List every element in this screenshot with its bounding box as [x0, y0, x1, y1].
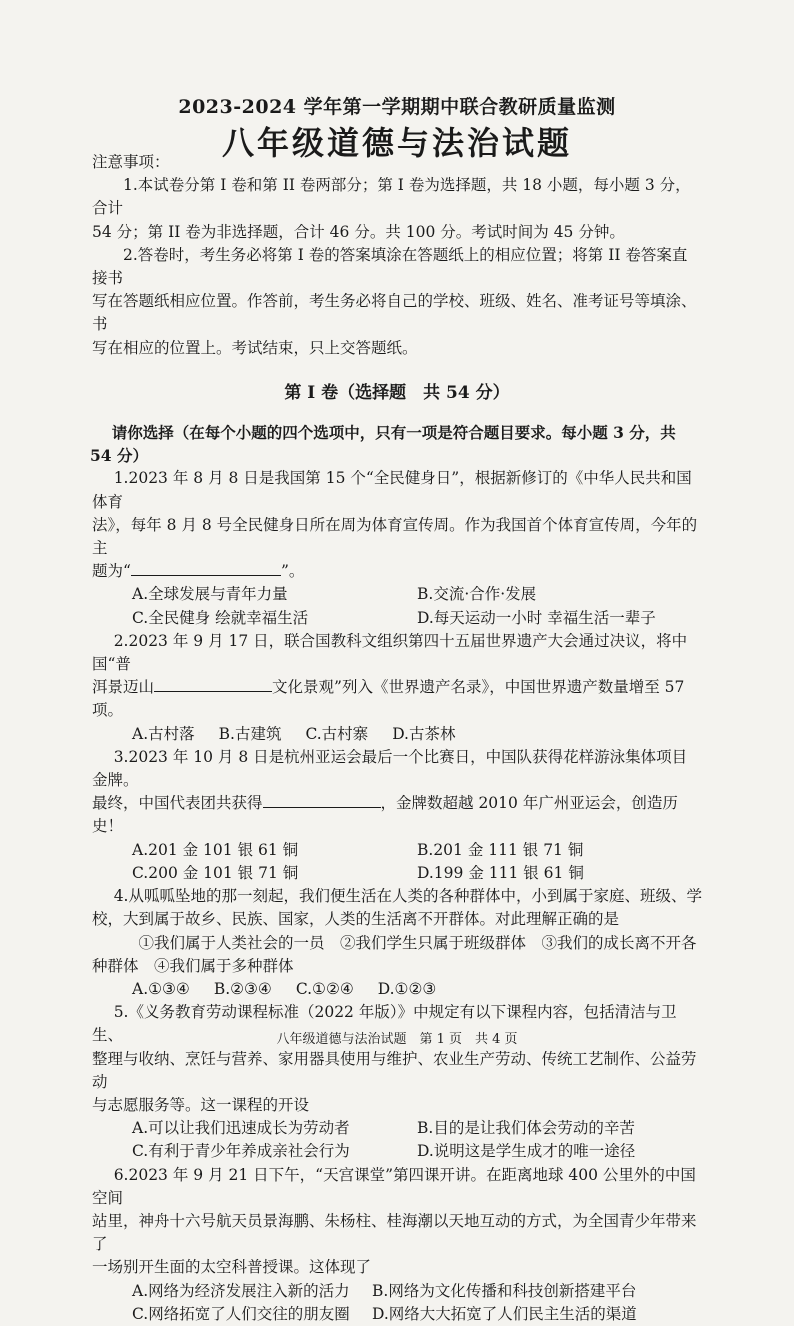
q2-line-2-end: 文化景观”列入《世界遗产名录》，中国世界遗产数量增至 57 项。	[92, 678, 685, 720]
note-2-line-1: 2.答卷时，考生务必将第 I 卷的答案填涂在答题纸上的相应位置；将第 II 卷答案直接书	[92, 245, 688, 288]
q2-line-2	[92, 676, 702, 722]
subject-title: 八年级道德与法治试题	[221, 124, 572, 162]
exam-body	[92, 151, 702, 1326]
q1-line-3	[92, 560, 702, 583]
q3-option-a: A.201 金 101 银 61 铜	[132, 840, 299, 859]
exam-name: 2023-2024 学年第一学期期中联合教研质量监测	[178, 96, 616, 118]
q5-options-row-2	[92, 1140, 702, 1163]
note-2-line-2: 写在答题纸相应位置。作答前，考生务必将自己的学校、班级、姓名、准考证号等填涂、书	[92, 292, 697, 334]
q2-option-a: A.古村落	[132, 724, 195, 743]
q6-options-row-2	[92, 1303, 702, 1326]
q4-option-d: D.①②③	[377, 979, 437, 998]
q6-line-1: 6.2023 年 9 月 21 日下午，“天宫课堂”第四课开讲。在距离地球 400 公里外的中国空间	[92, 1165, 696, 1207]
q5-option-c: C.有利于青少年养成亲社会行为	[132, 1142, 350, 1161]
q3-line-2	[92, 792, 702, 838]
q3-option-b: B.201 金 111 银 71 铜	[417, 840, 584, 859]
q4-options	[92, 978, 702, 1001]
q5-option-d: D.说明这是学生成才的唯一途径	[417, 1142, 636, 1161]
q5-option-b: B.目的是让我们体会劳动的辛苦	[417, 1119, 635, 1138]
section-title: 第 I 卷（选择题 共 54 分）	[284, 382, 510, 403]
q5-options-row-1	[92, 1117, 702, 1140]
q6-line-3: 一场别开生面的太空科普授课。这体现了	[92, 1258, 372, 1277]
q1-option-c: C.全民健身 绘就幸福生活	[132, 608, 309, 627]
q4-line-2: 校，大到属于故乡、民族、国家，人类的生活离不开群体。对此理解正确的是	[92, 910, 620, 929]
q6-option-a: A.网络为经济发展注入新的活力	[132, 1281, 350, 1300]
q2-answer-blank	[154, 676, 272, 692]
page-footer: 八年级道德与法治试题 第 1 页 共 4 页	[276, 1032, 518, 1047]
q3-line-2-end: ，金牌数超越 2010 年广州亚运会，创造历史！	[92, 794, 678, 836]
q4-option-c: C.①②④	[295, 979, 354, 998]
note-1-line-2: 54 分；第 II 卷为非选择题，合计 46 分。共 100 分。考试时间为 45 分钟。	[92, 222, 625, 241]
q1-line-2: 法》，每年 8 月 8 号全民健身日所在周为体育宣传周。作为我国首个体育宣传周，今年的主	[92, 515, 698, 558]
q6-option-c: C.网络拓宽了人们交往的朋友圈	[132, 1304, 350, 1323]
q6-option-b: B.网络为文化传播和科技创新搭建平台	[372, 1281, 637, 1300]
q5-line-1: 5.《义务教育劳动课程标准（2022 年版）》中规定有以下课程内容，包括清洁与卫生、	[92, 1003, 677, 1045]
q5-line-3: 与志愿服务等。这一课程的开设	[92, 1095, 310, 1114]
q2-line-1: 2.2023 年 9 月 17 日，联合国教科文组织第四十五届世界遗产大会通过决议，将中国“普	[92, 631, 688, 674]
q1-options-row-1	[92, 583, 702, 606]
q5-line-2: 整理与收纳、烹饪与营养、家用器具使用与维护、农业生产劳动、传统工艺制作、公益劳动	[92, 1049, 697, 1091]
q6-line-2: 站里，神舟十六号航天员景海鹏、朱杨柱、桂海潮以天地互动的方式，为全国青少年带来了	[92, 1211, 697, 1254]
q1-answer-blank	[131, 560, 281, 576]
q1-option-a: A.全球发展与青年力量	[132, 585, 288, 604]
q2-option-c: C.古村寨	[305, 724, 369, 743]
notes-label: 注意事项：	[92, 153, 170, 171]
q4-option-b: B.②③④	[213, 979, 272, 998]
q4-line-1: 4.从呱呱坠地的那一刻起，我们便生活在人类的各种群体中，小到属于家庭、班级、学	[113, 887, 702, 906]
section-instruction: 请你选择（在每个小题的四个选项中，只有一项是符合题目要求。每小题 3 分，共 54 分）	[90, 423, 676, 466]
q1-line-3-start: 题为“	[92, 562, 131, 581]
q1-line-3-end: ”。	[280, 562, 305, 581]
note-1-line-1: 1.本试卷分第 I 卷和第 II 卷两部分；第 I 卷为选择题，共 18 小题，每小题 3 分，合计	[92, 176, 691, 218]
q6-option-d: D.网络大大拓宽了人们民主生活的渠道	[372, 1304, 637, 1323]
q3-options-row-1	[92, 839, 702, 862]
q3-line-1: 3.2023 年 10 月 8 日是杭州亚运会最后一个比赛日，中国队获得花样游泳集体项目金牌。	[92, 747, 688, 790]
q3-options-row-2	[92, 862, 702, 885]
q2-option-b: B.古建筑	[218, 724, 282, 743]
q1-option-b: B.交流·合作·发展	[417, 585, 537, 604]
q2-option-d: D.古茶林	[392, 724, 456, 743]
q2-options	[92, 723, 702, 746]
q4-line-4: 种群体 ④我们属于多种群体	[92, 956, 294, 975]
q5-option-a: A.可以让我们迅速成长为劳动者	[132, 1119, 350, 1138]
q3-answer-blank	[263, 792, 381, 808]
q2-line-2-start: 洱景迈山	[92, 678, 155, 697]
q3-option-c: C.200 金 101 银 71 铜	[132, 863, 299, 882]
q6-options-row-1	[92, 1280, 702, 1303]
q1-option-d: D.每天运动一小时 幸福生活一辈子	[417, 608, 656, 627]
q3-option-d: D.199 金 111 银 61 铜	[417, 863, 584, 882]
note-2-line-3: 写在相应的位置上。考试结束，只上交答题纸。	[92, 338, 418, 357]
q4-option-a: A.①③④	[132, 979, 190, 998]
q4-line-3: ①我们属于人类社会的一员 ②我们学生只属于班级群体 ③我们的成长离不开各	[138, 933, 697, 952]
q3-line-2-start: 最终，中国代表团共获得	[92, 794, 263, 813]
q1-options-row-2	[92, 607, 702, 630]
q1-line-1: 1.2023 年 8 月 8 日是我国第 15 个“全民健身日”，根据新修订的《中华人民共和国体育	[92, 469, 692, 511]
